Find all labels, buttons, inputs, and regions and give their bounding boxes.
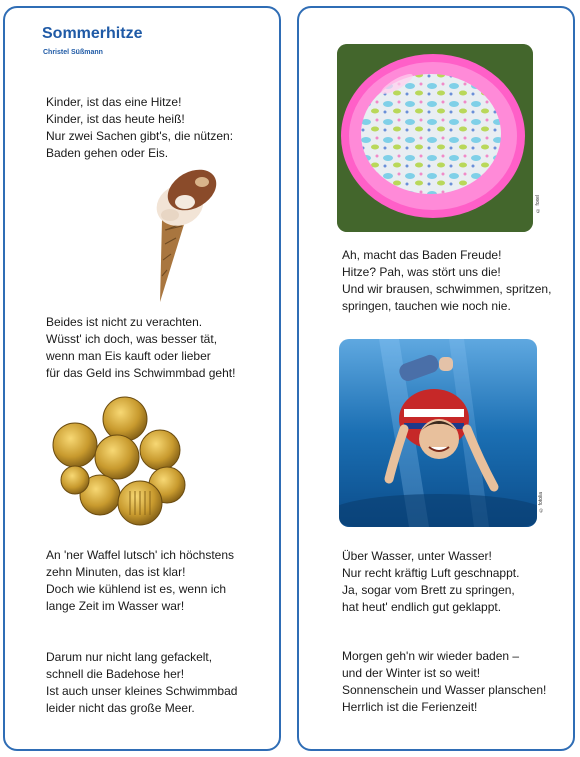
- verse-line: Und wir brausen, schwimmen, spritzen,: [342, 282, 552, 296]
- verse-line: Kinder, ist das eine Hitze!: [46, 95, 182, 109]
- verse-line: hat heut' endlich gut geklappt.: [342, 600, 502, 614]
- boy-underwater-image: [339, 339, 537, 527]
- verse-line: Nur zwei Sachen gibt's, die nützen:: [46, 129, 234, 143]
- verse-line: Beides ist nicht zu verachten.: [46, 315, 203, 329]
- verse-line: Hitze? Pah, was stört uns die!: [342, 265, 501, 279]
- verse-line: Nur recht kräftig Luft geschnappt.: [342, 566, 520, 580]
- verse-line: Ah, macht das Baden Freude!: [342, 248, 502, 262]
- verse-line: Doch wie kühlend ist es, wenn ich: [46, 582, 227, 596]
- verse-line: Herrlich ist die Ferienzeit!: [342, 700, 478, 714]
- poem-author: Christel Süßmann: [43, 49, 103, 56]
- stanza-6: [342, 548, 519, 616]
- verse-line: zehn Minuten, das ist klar!: [46, 565, 186, 579]
- verse-line: Ja, sogar vom Brett zu springen,: [342, 583, 515, 597]
- stanza-1: [46, 94, 233, 162]
- verse-line: leider nicht das große Meer.: [46, 701, 195, 715]
- paddling-pool-image: [337, 44, 533, 232]
- verse-line: wenn man Eis kauft oder lieber: [46, 349, 211, 363]
- verse-line: Darum nur nicht lang gefackelt,: [46, 650, 213, 664]
- stanza-3: [46, 547, 234, 615]
- stanza-7: [342, 648, 546, 716]
- stanza-5: [342, 247, 551, 315]
- verse-line: Kinder, ist das heute heiß!: [46, 112, 185, 126]
- verse-line: für das Geld ins Schwimmbad geht!: [46, 366, 236, 380]
- verse-line: Baden gehen oder Eis.: [46, 146, 169, 160]
- verse-line: Wüsst' ich doch, was besser tät,: [46, 332, 218, 346]
- diver-photo-credit: © fotolia: [538, 492, 544, 513]
- pool-photo-credit: © foxel: [535, 195, 541, 213]
- verse-line: springen, tauchen wie noch nie.: [342, 299, 511, 313]
- verse-line: An 'ner Waffel lutsch' ich höchstens: [46, 548, 235, 562]
- verse-line: Morgen geh'n wir wieder baden –: [342, 649, 520, 663]
- verse-line: Ist auch unser kleines Schwimmbad: [46, 684, 238, 698]
- stanza-4: [46, 649, 237, 717]
- verse-line: und der Winter ist so weit!: [342, 666, 481, 680]
- euro-coins-image: [45, 395, 190, 530]
- ice-cream-cone-image: [140, 160, 235, 305]
- verse-line: lange Zeit im Wasser war!: [46, 599, 185, 613]
- verse-line: Sonnenschein und Wasser planschen!: [342, 683, 547, 697]
- verse-line: schnell die Badehose her!: [46, 667, 185, 681]
- verse-line: Über Wasser, unter Wasser!: [342, 549, 492, 563]
- stanza-2: [46, 314, 235, 382]
- poem-title: Sommerhitze: [42, 25, 143, 42]
